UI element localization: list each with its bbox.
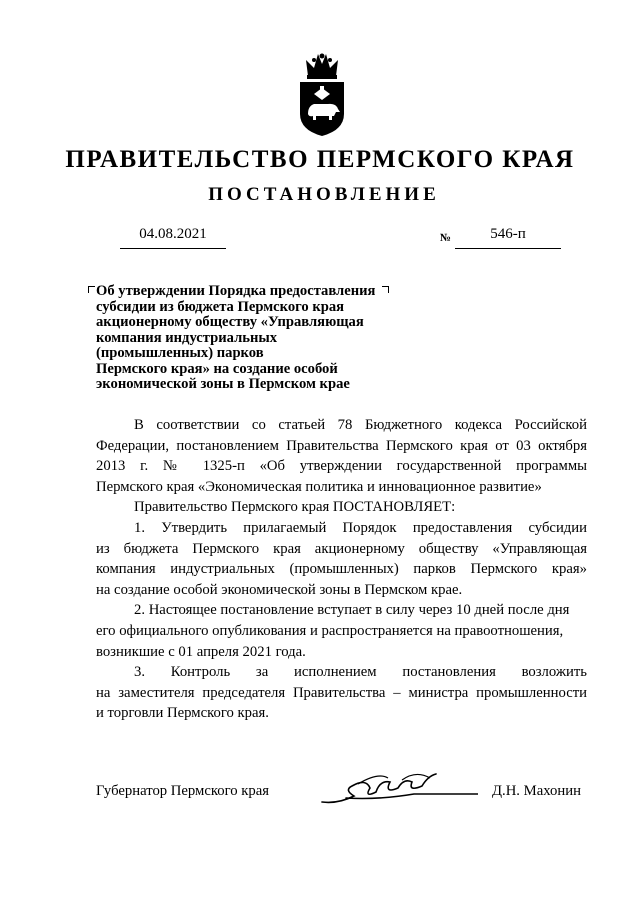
date-underline [120, 248, 226, 249]
government-title: ПРАВИТЕЛЬСТВО ПЕРМСКОГО КРАЯ [65, 146, 575, 173]
body-line: В соответствии со статьей 78 Бюджетного кодекса Российской [134, 417, 587, 433]
number-underline [455, 248, 561, 249]
body-line: компания индустриальных (промышленных) парков Пермского края» [96, 561, 587, 578]
document-date: 04.08.2021 [139, 226, 207, 242]
document-type: ПОСТАНОВЛЕНИЕ [208, 184, 440, 205]
body-line: и торговли Пермского края. [96, 705, 269, 722]
body-line: Правительство Пермского края ПОСТАНОВЛЯЕТ: [134, 499, 456, 516]
body-line: возникшие с 01 апреля 2021 года. [96, 643, 306, 660]
coat-of-arms-icon [296, 48, 348, 138]
document-subject: Об утверждении Порядка предоставления субсидии из бюджета Пермского края акционерному обществу «Управляющая компания индустриальных (промышленных) парков Пермского края» на создание особой экономической зоны в Пермском крае [96, 283, 376, 392]
body-line: на заместителя председателя Правительства – министра промышленности [96, 684, 587, 701]
body-line: его официального опубликования и распространяется на правоотношения, [96, 622, 564, 639]
signature-icon [318, 768, 478, 812]
signatory-title: Губернатор Пермского края [96, 783, 270, 799]
document-body [96, 415, 587, 724]
body-line: из бюджета Пермского края акционерному обществу «Управляющая [96, 540, 587, 557]
document-number: 546-п [490, 226, 526, 242]
body-line: 2013 г. № 1325-п «Об утверждении государственной программы [96, 458, 587, 475]
subject-corner-left [88, 286, 95, 293]
body-line: 3. Контроль за исполнением постановления возложить [134, 664, 587, 681]
body-line: 2. Настоящее постановление вступает в силу через 10 дней после дня [134, 602, 570, 619]
signatory-name: Д.Н. Махонин [492, 783, 581, 799]
number-sign: № [440, 232, 452, 244]
body-line: Пермского края «Экономическая политика и инновационное развитие» [96, 478, 542, 495]
body-line: 1. Утвердить прилагаемый Порядок предоставления субсидии [134, 519, 587, 536]
body-line: на создание особой экономической зоны в Пермском крае. [96, 581, 463, 598]
body-line: Федерации, постановлением Правительства Пермского края от 03 октября [96, 437, 587, 454]
